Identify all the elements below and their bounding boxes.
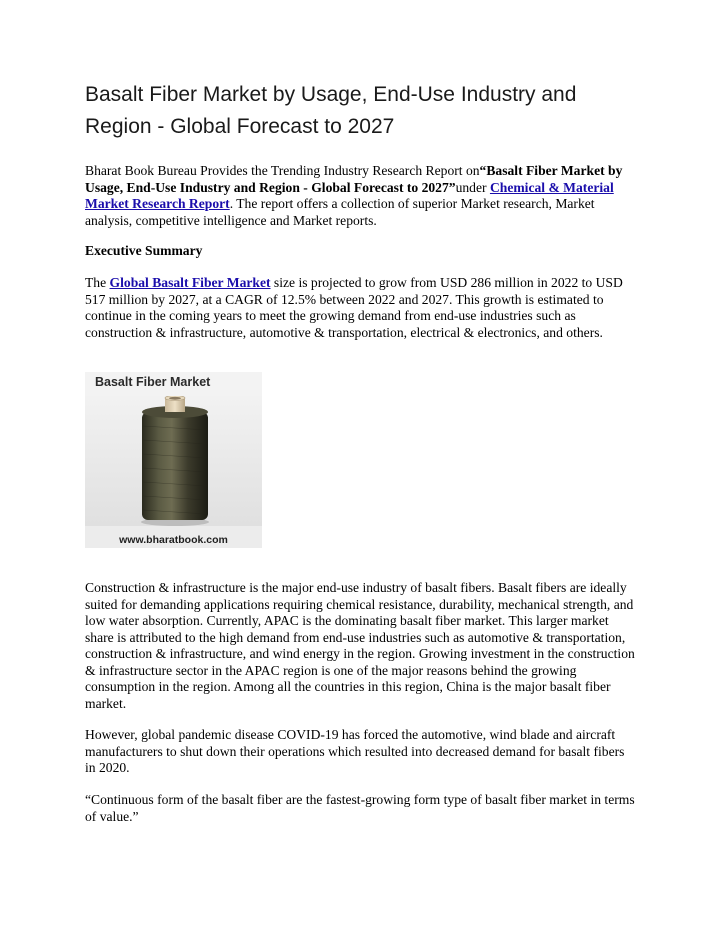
executive-summary-heading: Executive Summary bbox=[85, 243, 203, 258]
market-size-lead: The bbox=[85, 275, 110, 290]
intro-tail: . The report offers a collection of superior Market research, Market analysis, competitive intelligence and Market reports. bbox=[85, 196, 595, 228]
basalt-fiber-figure bbox=[85, 372, 262, 548]
fiber-spool-image bbox=[85, 396, 262, 526]
intro-paragraph bbox=[85, 163, 637, 229]
category-link[interactable]: Chemical & Material Market Research Report bbox=[85, 179, 614, 211]
figure-url: www.bharatbook.com bbox=[119, 534, 228, 546]
covid-paragraph: However, global pandemic disease COVID-19 has forced the automotive, wind blade and aircraft manufacturers to shut down their operations which resulted into decreased demand for basalt fibers in 2020. bbox=[85, 727, 625, 775]
page-title: Basalt Fiber Market by Usage, End-Use Industry and Region - Global Forecast to 2027 bbox=[85, 83, 577, 138]
market-size-tail: size is projected to grow from USD 286 million in 2022 to USD 517 million by 2027, at a CAGR of 12.5% between 2022 and 2027. This growth is estimated to continue in the coming years to meet the growing demand from end-use industries such as construction & infrastructure, automotive & transportation, electrical & electronics, and others. bbox=[85, 275, 623, 340]
intro-under: under bbox=[455, 179, 490, 195]
figure-header bbox=[85, 372, 262, 396]
figure-title: Basalt Fiber Market bbox=[95, 375, 211, 389]
global-basalt-fiber-market-link[interactable]: Global Basalt Fiber Market bbox=[109, 275, 271, 290]
market-size-paragraph bbox=[85, 275, 637, 341]
report-name: “Basalt Fiber Market by Usage, End-Use Industry and Region - Global Forecast to 2027” bbox=[85, 163, 623, 195]
construction-paragraph: Construction & infrastructure is the major end-use industry of basalt fibers. Basalt fibers are ideally suited for demanding applications requiring chemical resistance, durability, mechanical strength, and low water absorption. Currently, APAC is the dominating basalt fiber market. This larger market share is attributed to the high demand from end-use industries such as automotive & transportation, construction & infrastructure, and wind energy in the region. Growing investment in the construction & infrastructure sector in the APAC region is one of the major reasons behind the growing consumption in the region. Among all the countries in this region, China is the major basalt fiber market. bbox=[85, 580, 635, 711]
intro-lead: Bharat Book Bureau Provides the Trending Industry Research Report on bbox=[85, 163, 480, 178]
quote-paragraph: “Continuous form of the basalt fiber are the fastest-growing form type of basalt fiber market in terms of value.” bbox=[85, 792, 635, 824]
